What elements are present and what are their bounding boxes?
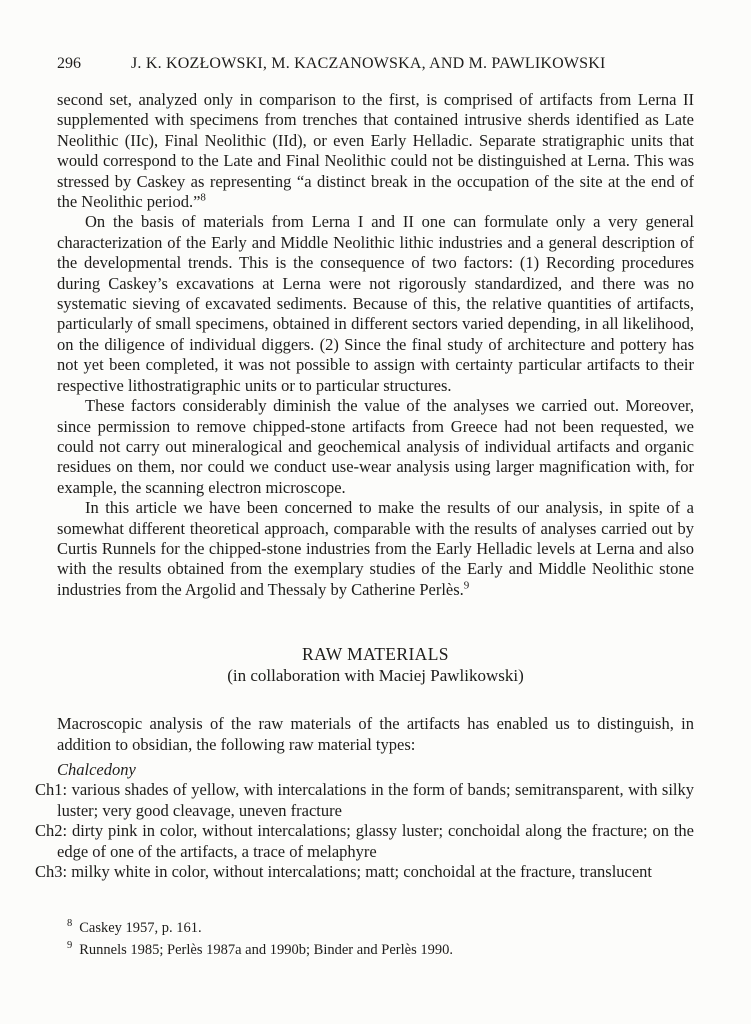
footnote-9	[57, 940, 694, 962]
running-head-authors: J. K. KOZŁOWSKI, M. KACZANOWSKA, AND M. PAWLIKOWSKI	[131, 55, 606, 72]
material-item-ch1-label: Ch1:	[35, 780, 68, 800]
section-title: RAW MATERIALS	[302, 644, 449, 665]
footnote-9-text: Runnels 1985; Perlès 1987a and 1990b; Binder and Perlès 1990.	[79, 941, 453, 958]
paragraph-1	[57, 90, 694, 212]
footnote-8-text: Caskey 1957, p. 161.	[79, 920, 202, 936]
paragraph-4	[57, 498, 694, 600]
paragraph-4-text: In this article we have been concerned to make the results of our analysis, in spite of a somewhat different theoretical approach, comparable with the results of analyses carried out by Curtis Runnels for the chipped-stone industries from the Early Helladic levels at Lerna and also with the results obtained from the exemplary studies of the Early and Middle Neolithic stone industries from the Argolid and Thessaly by Catherine Perlès.	[57, 498, 694, 599]
page-header	[57, 55, 694, 73]
material-item-ch1-text: various shades of yellow, with intercalations in the form of bands; semitransparent, with silky luster; very good cleavage, uneven fracture	[57, 780, 694, 820]
paragraph-1-text: second set, analyzed only in comparison to the first, is comprised of artifacts from Lerna II supplemented with specimens from trenches that contained intrusive sherds identified as Late Neolithic (IIc), Final Neolithic (IId), or even Early Helladic. Separate stratigraphic units that would correspond to the Late and Final Neolithic could not be distinguished at Lerna. This was stressed by Caskey as representing “a distinct break in the occupation of the site at the end of the Neolithic period.”	[57, 90, 694, 212]
page-number: 296	[57, 55, 81, 72]
footnote-8	[57, 918, 694, 940]
material-item-ch3	[35, 862, 694, 882]
material-item-ch2-label: Ch2:	[35, 821, 68, 841]
footnote-ref-9: 9	[463, 579, 470, 592]
paragraph-3-text: These factors considerably diminish the value of the analyses we carried out. Moreover, since permission to remove chipped-stone artifacts from Greece had not been requested, we could not carry out mineralogical and geochemical analysis of individual artifacts and organic residues on them, nor could we conduct use-wear analysis using larger magnification with, for example, the scanning electron microscope.	[57, 396, 694, 497]
raw-materials-intro: Macroscopic analysis of the raw materials of the artifacts has enabled us to distinguish, in addition to obsidian, the following raw material types:	[57, 714, 694, 754]
material-category-chalcedony: Chalcedony	[57, 759, 136, 779]
material-item-ch1	[35, 780, 694, 821]
section-subtitle: (in collaboration with Maciej Pawlikowski)	[227, 666, 524, 686]
material-item-ch2	[35, 821, 695, 862]
footnote-9-marker: 9	[67, 939, 73, 951]
paragraph-2	[57, 212, 694, 396]
footnotes	[57, 918, 694, 961]
material-item-ch3-label: Ch3:	[35, 862, 68, 881]
body-text	[35, 90, 695, 882]
material-type-list	[35, 780, 695, 882]
footnote-8-marker: 8	[67, 918, 73, 930]
paragraph-2-text: On the basis of materials from Lerna I and II one can formulate only a very general characterization of the Early and Middle Neolithic lithic industries and a general description of the developmental trends. This is the consequence of two factors: (1) Recording procedures during Caskey’s excavations at Lerna were not rigorously standardized, and there was no systematic sieving of excavated sediments. Because of this, the relative quantities of artifacts, particularly of small specimens, obtained in different sectors varied depending, in all likelihood, on the diligence of individual diggers. (2) Since the final study of architecture and pottery has not yet been completed, it was not possible to assign with certainty particular artifacts to their respective lithostratigraphic units or to particular structures.	[57, 212, 694, 395]
paragraph-3	[57, 396, 694, 498]
material-item-ch2-text: dirty pink in color, without intercalations; glassy luster; conchoidal along the fracture; on the edge of one of the artifacts, a trace of melaphyre	[57, 821, 695, 861]
footnote-ref-8: 8	[200, 191, 206, 204]
material-item-ch3-text: milky white in color, without intercalations; matt; conchoidal at the fracture, translucent	[71, 862, 653, 881]
